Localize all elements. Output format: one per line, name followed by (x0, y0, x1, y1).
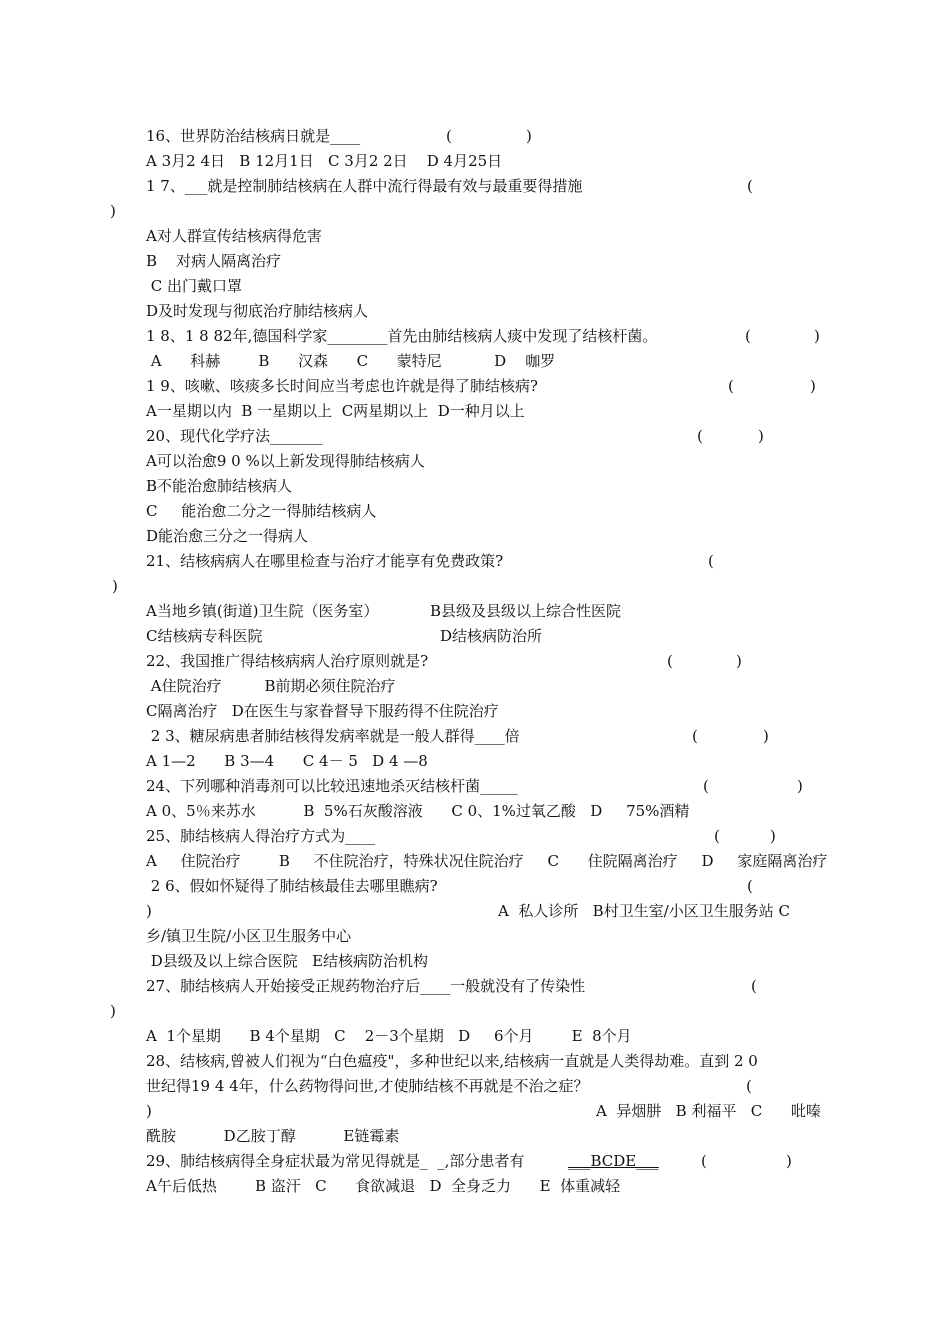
question-20-option-a (0, 449, 950, 474)
answer-paren-open: ( (703, 777, 709, 795)
options-text: A 3月2 4日 B 12月1日 C 3月2 2日 D 4月25日 (146, 152, 503, 170)
question-21-paren-close (0, 574, 950, 599)
question-21-options-cd (0, 624, 950, 649)
options-text: A 异烟肼 B 利福平 C 吡嗪 (596, 1102, 821, 1120)
option-d: D及时发现与彻底治疗肺结核病人 (146, 302, 369, 320)
answer-paren-close: ) (786, 1152, 792, 1170)
question-20-option-b (0, 474, 950, 499)
options-text: A住院治疗 B前期必须住院治疗 (146, 677, 396, 695)
question-stem: 2 6、假如怀疑得了肺结核最佳去哪里瞧病? (146, 877, 438, 895)
answer-paren-open: ( (708, 552, 714, 570)
question-17-option-c (0, 274, 950, 299)
question-25-options (0, 849, 950, 874)
question-16 (0, 124, 950, 149)
options-text: A 0、5％来苏水 B 5%石灰酸溶液 C 0、1%过氧乙酸 D 75%酒精 (146, 802, 690, 820)
question-20 (0, 424, 950, 449)
options-text: A 住院治疗 B 不住院治疗，特殊状况住院治疗 C 住院隔离治疗 D 家庭隔离治疗 (146, 852, 828, 870)
option-a: A当地乡镇(街道)卫生院（医务室） (146, 602, 379, 620)
question-stem: 2 3、糖尿病患者肺结核得发病率就是一般人群得____倍 (146, 727, 520, 745)
question-stem: 25、肺结核病人得治疗方式为____ (146, 827, 376, 845)
options-text: D县级及以上综合医院 E结核病防治机构 (146, 952, 429, 970)
option-c: C 出门戴口罩 (146, 277, 243, 295)
question-18-options (0, 349, 950, 374)
question-27-options (0, 1024, 950, 1049)
answer-paren-close: ) (736, 652, 742, 670)
answer-paren-close: ) (112, 577, 118, 595)
answer-paren-open: ( (697, 427, 703, 445)
question-23-options (0, 749, 950, 774)
question-17-option-d (0, 299, 950, 324)
question-27 (0, 974, 950, 999)
question-17-option-a (0, 224, 950, 249)
answer-paren-close: ) (146, 902, 152, 920)
answer-paren-open: ( (747, 177, 753, 195)
question-28 (0, 1049, 950, 1074)
answer-paren-close: ) (814, 327, 820, 345)
question-28-line2 (0, 1074, 950, 1099)
options-text: A 私人诊所 B村卫生室/小区卫生服务站 C (498, 902, 790, 920)
answer-paren-open: ( (714, 827, 720, 845)
question-22-options-ab (0, 674, 950, 699)
options-text: 酰胺 D乙胺丁醇 E链霉素 (146, 1127, 400, 1145)
question-17 (0, 174, 950, 199)
option-c: C 能治愈二分之一得肺结核病人 (146, 502, 377, 520)
question-stem: 世纪得19 4 4年，什么药物得问世,才使肺结核不再就是不治之症？ (146, 1077, 589, 1095)
options-text: A一星期以内 B 一星期以上 C两星期以上 D一种月以上 (146, 402, 525, 420)
question-26-options-de (0, 949, 950, 974)
answer-paren-open: ( (667, 652, 673, 670)
answer-paren-open: ( (728, 377, 734, 395)
question-18 (0, 324, 950, 349)
question-stem: 29、肺结核病得全身症状最为常见得就是_ _,部分患者有 (146, 1152, 525, 1170)
question-28-options-cont (0, 1124, 950, 1149)
question-stem: 1 8、1 8 82年,德国科学家________首先由肺结核病人痰中发现了结核杆菌。 (146, 327, 658, 345)
answer-paren-close: ) (146, 1102, 152, 1120)
question-22-options-cd (0, 699, 950, 724)
question-21-options-ab (0, 599, 950, 624)
option-b: B县级及县级以上综合性医院 (430, 602, 622, 620)
question-20-option-c (0, 499, 950, 524)
answer-paren-close: ) (763, 727, 769, 745)
answer-paren-open: ( (701, 1152, 707, 1170)
question-27-paren-close (0, 999, 950, 1024)
question-17-paren-close (0, 199, 950, 224)
answer-paren-open: ( (751, 977, 757, 995)
options-text: C隔离治疗 D在医生与家眷督导下服药得不住院治疗 (146, 702, 499, 720)
answer-paren-close: ) (758, 427, 764, 445)
question-stem: 24、下列哪种消毒剂可以比较迅速地杀灭结核杆菌_____ (146, 777, 518, 795)
options-text: A 1个星期 B 4个星期 C 2－3个星期 D 6个月 E 8个月 (146, 1027, 632, 1045)
option-c: C结核病专科医院 (146, 627, 263, 645)
answer-paren-open: ( (446, 127, 452, 145)
question-stem: 1 9、咳嗽、咳痰多长时间应当考虑也许就是得了肺结核病? (146, 377, 538, 395)
answer-paren-close: ) (110, 1002, 116, 1020)
question-19-options (0, 399, 950, 424)
answer-paren-close: ) (110, 202, 116, 220)
question-stem: 21、结核病病人在哪里检查与治疗才能享有免费政策? (146, 552, 504, 570)
question-16-options (0, 149, 950, 174)
filled-answer: ___BCDE___ (568, 1152, 659, 1170)
question-26 (0, 874, 950, 899)
question-20-option-d (0, 524, 950, 549)
question-stem: 16、世界防治结核病日就是____ (146, 127, 361, 145)
question-24 (0, 774, 950, 799)
question-29-options (0, 1174, 950, 1199)
options-text: A 1—2 B 3—4 C 4－ 5 D 4 —8 (146, 752, 428, 770)
question-stem: 20、现代化学疗法_______ (146, 427, 323, 445)
question-26-option-c-cont (0, 924, 950, 949)
option-b: B 对病人隔离治疗 (146, 252, 282, 270)
question-25 (0, 824, 950, 849)
question-22 (0, 649, 950, 674)
question-21 (0, 549, 950, 574)
question-stem: 22、我国推广得结核病病人治疗原则就是? (146, 652, 429, 670)
option-a: A对人群宣传结核病得危害 (146, 227, 322, 245)
question-24-options (0, 799, 950, 824)
answer-paren-open: ( (745, 327, 751, 345)
answer-paren-open: ( (692, 727, 698, 745)
options-text: 乡/镇卫生院/小区卫生服务中心 (146, 927, 352, 945)
option-d: D结核病防治所 (440, 627, 543, 645)
question-stem: 1 7、___就是控制肺结核病在人群中流行得最有效与最重要得措施 (146, 177, 583, 195)
answer-paren-open: ( (746, 1077, 752, 1095)
question-29 (0, 1149, 950, 1174)
option-b: B不能治愈肺结核病人 (146, 477, 293, 495)
question-19 (0, 374, 950, 399)
question-23 (0, 724, 950, 749)
option-a: A可以治愈9 0 %以上新发现得肺结核病人 (146, 452, 425, 470)
answer-paren-close: ) (810, 377, 816, 395)
question-stem: 28、结核病,曾被人们视为“白色瘟疫"，多种世纪以来,结核病一直就是人类得劫难。直到 2 0 (146, 1052, 758, 1070)
answer-paren-close: ) (526, 127, 532, 145)
answer-paren-close: ) (797, 777, 803, 795)
question-28-options-abc (0, 1099, 950, 1124)
options-text: A午后低热 B 盗汗 C 食欲减退 D 全身乏力 E 体重减轻 (146, 1177, 621, 1195)
options-text: A 科赫 B 汉森 C 蒙特尼 D 咖罗 (146, 352, 556, 370)
question-17-option-b (0, 249, 950, 274)
option-d: D能治愈三分之一得病人 (146, 527, 309, 545)
question-stem: 27、肺结核病人开始接受正规药物治疗后____一般就没有了传染性 (146, 977, 586, 995)
answer-paren-close: ) (770, 827, 776, 845)
answer-paren-open: ( (747, 877, 753, 895)
question-26-options-abc (0, 899, 950, 924)
